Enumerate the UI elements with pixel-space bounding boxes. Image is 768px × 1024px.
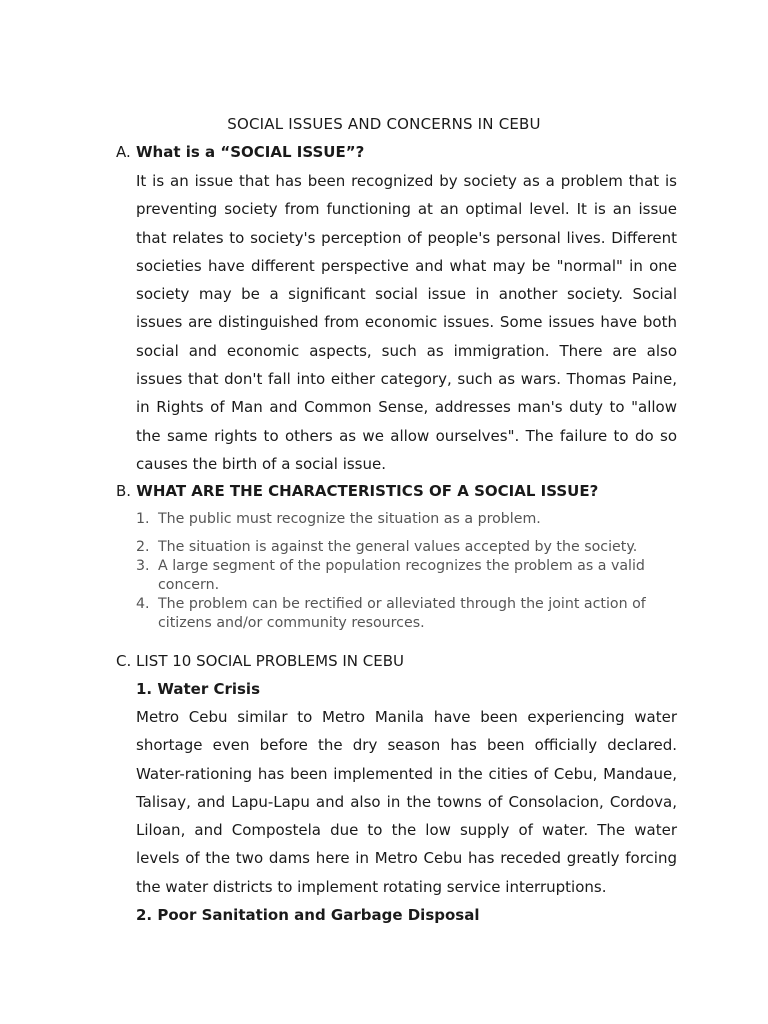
problem-2-title: 2. Poor Sanitation and Garbage Disposal xyxy=(136,906,480,924)
section-b-heading-text: WHAT ARE THE CHARACTERISTICS OF A SOCIAL ISSUE? xyxy=(136,482,599,500)
section-c-heading xyxy=(116,651,404,671)
list-item xyxy=(136,510,681,529)
list-item-text: The public must recognize the situation as a problem. xyxy=(158,511,541,527)
section-a-heading-text: What is a “SOCIAL ISSUE”? xyxy=(136,143,365,161)
document-title: SOCIAL ISSUES AND CONCERNS IN CEBU xyxy=(227,115,541,133)
problem-1-title: 1. Water Crisis xyxy=(136,680,260,698)
problem-1-paragraph: Metro Cebu similar to Metro Manila have been experiencing water shortage even before the dry season has been officially declared. Water-rationing has been implemented in the cities of Cebu, Mandaue, Talisay, and Lapu-Lapu and also in the towns of Consolacion, Cordova, Liloan, and Compostela due to the low supply of water. The water levels of the two dams here in Metro Cebu has receded greatly forcing the water districts to implement rotating service interruptions. xyxy=(136,708,677,896)
section-c-heading-text: LIST 10 SOCIAL PROBLEMS IN CEBU xyxy=(136,652,404,670)
list-item-number: 1. xyxy=(136,511,150,527)
list-item xyxy=(136,557,681,595)
list-item-number: 3. xyxy=(136,558,150,574)
list-item xyxy=(136,595,681,633)
list-item-text: A large segment of the population recognizes the problem as a valid concern. xyxy=(158,558,645,593)
section-b-heading xyxy=(116,481,598,501)
list-item-number: 4. xyxy=(136,596,150,612)
list-item-text: The situation is against the general values accepted by the society. xyxy=(158,539,638,555)
list-item-number: 2. xyxy=(136,539,150,555)
section-a-letter: A. xyxy=(116,143,131,161)
section-a-heading xyxy=(116,142,364,162)
section-c-letter: C. xyxy=(116,652,132,670)
section-b-letter: B. xyxy=(116,482,132,500)
list-item xyxy=(136,538,681,557)
list-item-text: The problem can be rectified or alleviated through the joint action of citizens and/or community resources. xyxy=(158,596,646,631)
characteristics-list xyxy=(136,510,681,633)
section-a-paragraph: It is an issue that has been recognized by society as a problem that is preventing society from functioning at an optimal level. It is an issue that relates to society's perception of people's personal lives. Different societies have different perspective and what may be "normal" in one society may be a significant social issue in another society. Social issues are distinguished from economic issues. Some issues have both social and economic aspects, such as immigration. There are also issues that don't fall into either category, such as wars. Thomas Paine, in Rights of Man and Common Sense, addresses man's duty to "allow the same rights to others as we allow ourselves". The failure to do so causes the birth of a social issue. xyxy=(136,172,677,473)
